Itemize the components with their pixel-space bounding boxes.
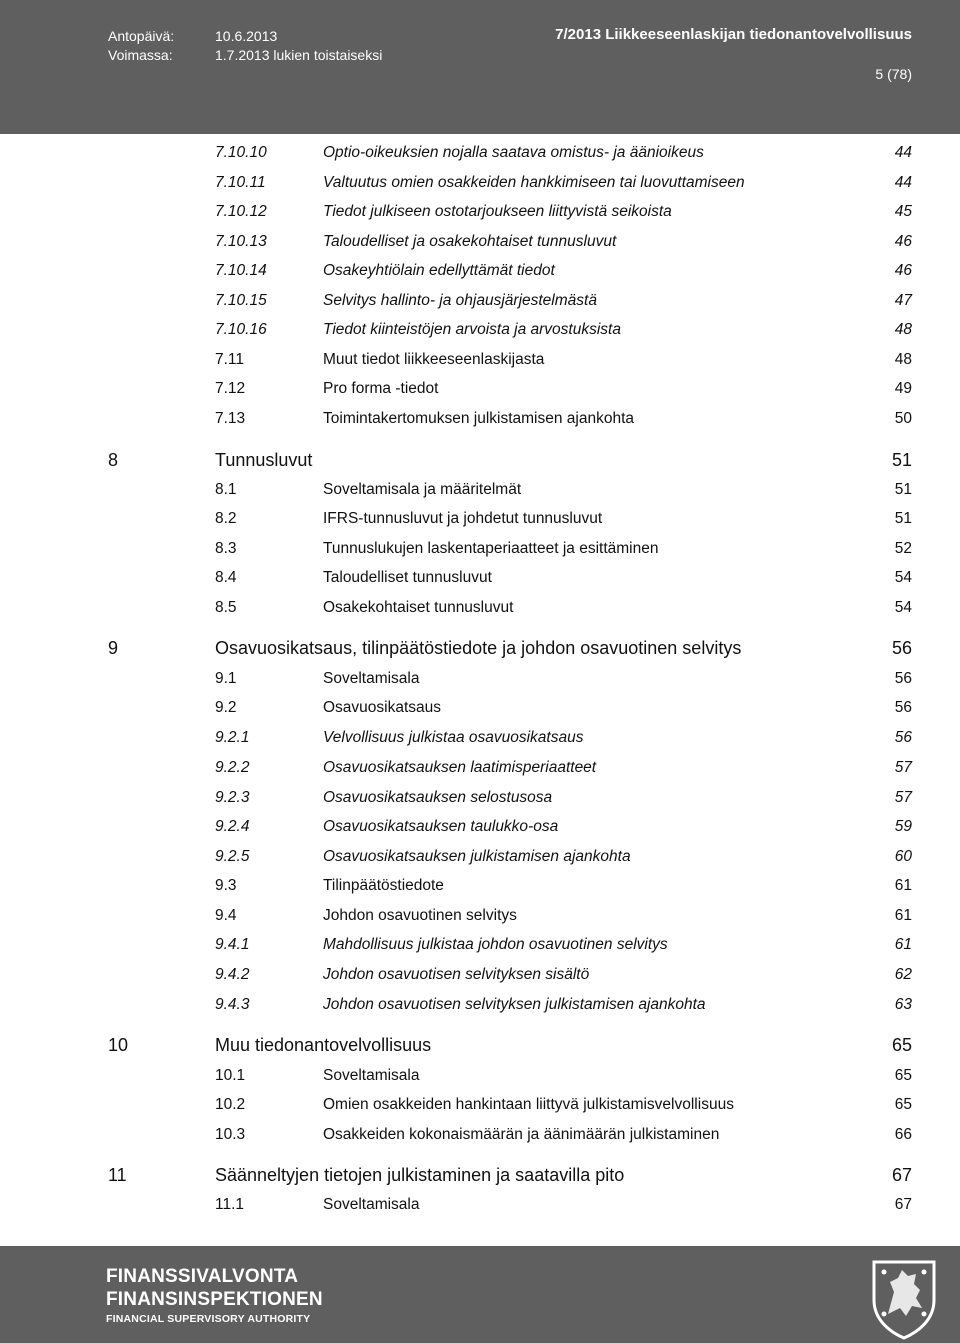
toc-title: Taloudelliset tunnusluvut [323, 569, 492, 586]
toc-title: Johdon osavuotisen selvityksen sisältö [323, 966, 590, 983]
issued-label: Antopäivä: [108, 28, 175, 44]
toc-number: 10 [108, 1035, 129, 1055]
toc-title: Säänneltyjen tietojen julkistaminen ja saatavilla pito [215, 1165, 625, 1185]
toc-title: Tilinpäätöstiedote [323, 877, 444, 894]
toc-entry[interactable] [0, 1164, 960, 1186]
toc-number: 9.2.1 [215, 729, 250, 746]
page-footer [0, 1246, 960, 1343]
toc-page: 51 [894, 481, 912, 498]
toc-entry[interactable] [0, 787, 960, 809]
toc-number: 7.10.11 [215, 174, 266, 191]
toc-page: 51 [894, 510, 912, 527]
toc-number: 7.12 [215, 380, 246, 397]
toc-number: 8.3 [215, 540, 237, 557]
toc-entry[interactable] [0, 1194, 960, 1216]
toc-title: Osavuosikatsaus [323, 699, 442, 716]
toc-number: 9.4.3 [215, 996, 250, 1013]
toc-entry[interactable] [0, 757, 960, 779]
toc-number: 9.4.1 [215, 936, 250, 953]
toc-title: Osavuosikatsauksen julkistamisen ajankohta [323, 848, 631, 865]
toc-entry[interactable] [0, 994, 960, 1016]
page-number: 5 (78) [875, 66, 912, 82]
toc-number: 9.2.3 [215, 789, 250, 806]
toc-title: Osakeyhtiölain edellyttämät tiedot [323, 262, 555, 279]
toc-number: 9.2.2 [215, 759, 250, 776]
toc-number: 10.1 [215, 1067, 246, 1084]
toc-page: 47 [894, 292, 912, 309]
toc-number: 9.2.4 [215, 818, 250, 835]
toc-page: 61 [894, 907, 912, 924]
toc-entry[interactable] [0, 201, 960, 223]
toc-entry[interactable] [0, 637, 960, 659]
toc-entry[interactable] [0, 905, 960, 927]
toc-number: 8.1 [215, 481, 237, 498]
toc-entry[interactable] [0, 142, 960, 164]
toc-title: Soveltamisala [323, 1067, 420, 1084]
toc-title: Muu tiedonantovelvollisuus [215, 1035, 432, 1055]
toc-entry[interactable] [0, 508, 960, 530]
toc-title: Soveltamisala ja määritelmät [323, 481, 522, 498]
toc-entry[interactable] [0, 597, 960, 619]
valid-label: Voimassa: [108, 47, 173, 63]
toc-number: 9.2.5 [215, 848, 250, 865]
toc-title: Tunnusluvut [215, 450, 313, 470]
toc-number: 7.10.16 [215, 321, 267, 338]
toc-title: Johdon osavuotinen selvitys [323, 907, 517, 924]
toc-page: 63 [894, 996, 912, 1013]
toc-entry[interactable] [0, 538, 960, 560]
toc-page: 65 [891, 1035, 912, 1055]
toc-page: 59 [894, 818, 912, 835]
toc-number: 11.1 [215, 1196, 245, 1213]
toc-page: 49 [894, 380, 912, 397]
toc-page: 50 [894, 410, 912, 427]
footer-brand-fi: FINANSSIVALVONTA [106, 1266, 299, 1287]
toc-title: Mahdollisuus julkistaa johdon osavuotinen selvitys [323, 936, 668, 953]
toc-page: 62 [894, 966, 912, 983]
toc-page: 46 [894, 233, 912, 250]
toc-number: 8.2 [215, 510, 237, 527]
toc-number: 8.4 [215, 569, 237, 586]
toc-entry[interactable] [0, 349, 960, 371]
toc-number: 9.3 [215, 877, 237, 894]
toc-number: 7.10.15 [215, 292, 267, 309]
toc-title: Soveltamisala [323, 670, 420, 687]
toc-number: 7.10.10 [215, 144, 267, 161]
toc-number: 7.11 [215, 351, 245, 368]
toc-page: 51 [891, 450, 912, 470]
toc-title: Osavuosikatsauksen selostusosa [323, 789, 553, 806]
table-of-contents [0, 134, 960, 1214]
toc-title: Muut tiedot liikkeeseenlaskijasta [323, 351, 545, 368]
toc-entry[interactable] [0, 668, 960, 690]
toc-entry[interactable] [0, 290, 960, 312]
toc-page: 48 [894, 351, 912, 368]
toc-entry[interactable] [0, 1124, 960, 1146]
toc-page: 48 [894, 321, 912, 338]
toc-number: 9.2 [215, 699, 237, 716]
toc-title: Tiedot kiinteistöjen arvoista ja arvostuksista [323, 321, 621, 338]
toc-number: 7.10.12 [215, 203, 267, 220]
footer-brand-sv: FINANSINSPEKTIONEN [106, 1289, 323, 1310]
toc-number: 10.3 [215, 1126, 246, 1143]
toc-page: 61 [894, 936, 912, 953]
toc-title: Osavuosikatsauksen taulukko-osa [323, 818, 559, 835]
toc-entry[interactable] [0, 964, 960, 986]
toc-title: Toimintakertomuksen julkistamisen ajankohta [323, 410, 635, 427]
toc-title: Osavuosikatsauksen laatimisperiaatteet [323, 759, 597, 776]
toc-entry[interactable] [0, 479, 960, 501]
toc-page: 65 [894, 1067, 912, 1084]
toc-number: 10.2 [215, 1096, 246, 1113]
toc-title: Velvollisuus julkistaa osavuosikatsaus [323, 729, 584, 746]
toc-page: 46 [894, 262, 912, 279]
toc-entry[interactable] [0, 934, 960, 956]
toc-title: Selvitys hallinto- ja ohjausjärjestelmästä [323, 292, 597, 309]
lion-crest-icon [866, 1256, 942, 1340]
toc-page: 57 [894, 759, 912, 776]
toc-page: 56 [894, 670, 912, 687]
toc-title: IFRS-tunnusluvut ja johdetut tunnusluvut [323, 510, 603, 527]
toc-entry[interactable] [0, 408, 960, 430]
toc-title: Pro forma -tiedot [323, 380, 439, 397]
toc-page: 54 [894, 599, 912, 616]
toc-page: 60 [894, 848, 912, 865]
toc-title: Omien osakkeiden hankintaan liittyvä julkistamisvelvollisuus [323, 1096, 734, 1113]
toc-title: Osakkeiden kokonaismäärän ja äänimäärän julkistaminen [323, 1126, 720, 1143]
toc-number: 9.1 [215, 670, 237, 687]
toc-title: Osavuosikatsaus, tilinpäätöstiedote ja johdon osavuotinen selvitys [215, 638, 742, 658]
toc-page: 56 [894, 699, 912, 716]
toc-number: 7.13 [215, 410, 246, 427]
toc-entry[interactable] [0, 1034, 960, 1056]
toc-entry[interactable] [0, 846, 960, 868]
toc-page: 52 [894, 540, 912, 557]
toc-entry[interactable] [0, 449, 960, 471]
document-title: 7/2013 Liikkeeseenlaskijan tiedonantovelvollisuus [555, 26, 912, 43]
toc-title: Optio-oikeuksien nojalla saatava omistus- ja äänioikeus [323, 144, 704, 161]
toc-entry[interactable] [0, 697, 960, 719]
toc-page: 67 [894, 1196, 912, 1213]
toc-title: Tiedot julkiseen ostotarjoukseen liittyvistä seikoista [323, 203, 672, 220]
toc-title: Soveltamisala [323, 1196, 420, 1213]
toc-entry[interactable] [0, 231, 960, 253]
toc-number: 8.5 [215, 599, 237, 616]
toc-entry[interactable] [0, 567, 960, 589]
toc-page: 56 [891, 638, 912, 658]
footer-brand-en: FINANCIAL SUPERVISORY AUTHORITY [106, 1313, 311, 1325]
toc-title: Johdon osavuotisen selvityksen julkistamisen ajankohta [323, 996, 706, 1013]
toc-entry[interactable] [0, 875, 960, 897]
toc-entry[interactable] [0, 816, 960, 838]
toc-title: Tunnuslukujen laskentaperiaatteet ja esittäminen [323, 540, 659, 557]
toc-number: 7.10.13 [215, 233, 267, 250]
toc-number: 9.4.2 [215, 966, 250, 983]
toc-page: 67 [891, 1165, 912, 1185]
toc-entry[interactable] [0, 172, 960, 194]
toc-page: 66 [894, 1126, 912, 1143]
toc-number: 9.4 [215, 907, 237, 924]
toc-page: 56 [894, 729, 912, 746]
toc-title: Osakekohtaiset tunnusluvut [323, 599, 514, 616]
toc-entry[interactable] [0, 319, 960, 341]
toc-page: 65 [894, 1096, 912, 1113]
toc-entry[interactable] [0, 378, 960, 400]
toc-title: Valtuutus omien osakkeiden hankkimiseen tai luovuttamiseen [323, 174, 745, 191]
toc-entry[interactable] [0, 727, 960, 749]
toc-entry[interactable] [0, 260, 960, 282]
toc-page: 57 [894, 789, 912, 806]
toc-page: 45 [894, 203, 912, 220]
toc-page: 44 [894, 174, 912, 191]
toc-number: 7.10.14 [215, 262, 267, 279]
valid-value: 1.7.2013 lukien toistaiseksi [215, 47, 383, 63]
page-header [0, 0, 960, 134]
issued-value: 10.6.2013 [215, 28, 278, 44]
toc-entry[interactable] [0, 1065, 960, 1087]
toc-number: 9 [108, 638, 119, 658]
toc-page: 61 [894, 877, 912, 894]
toc-number: 8 [108, 450, 119, 470]
toc-page: 54 [894, 569, 912, 586]
toc-page: 44 [894, 144, 912, 161]
toc-title: Taloudelliset ja osakekohtaiset tunnusluvut [323, 233, 617, 250]
toc-number: 11 [108, 1165, 127, 1185]
toc-entry[interactable] [0, 1094, 960, 1116]
